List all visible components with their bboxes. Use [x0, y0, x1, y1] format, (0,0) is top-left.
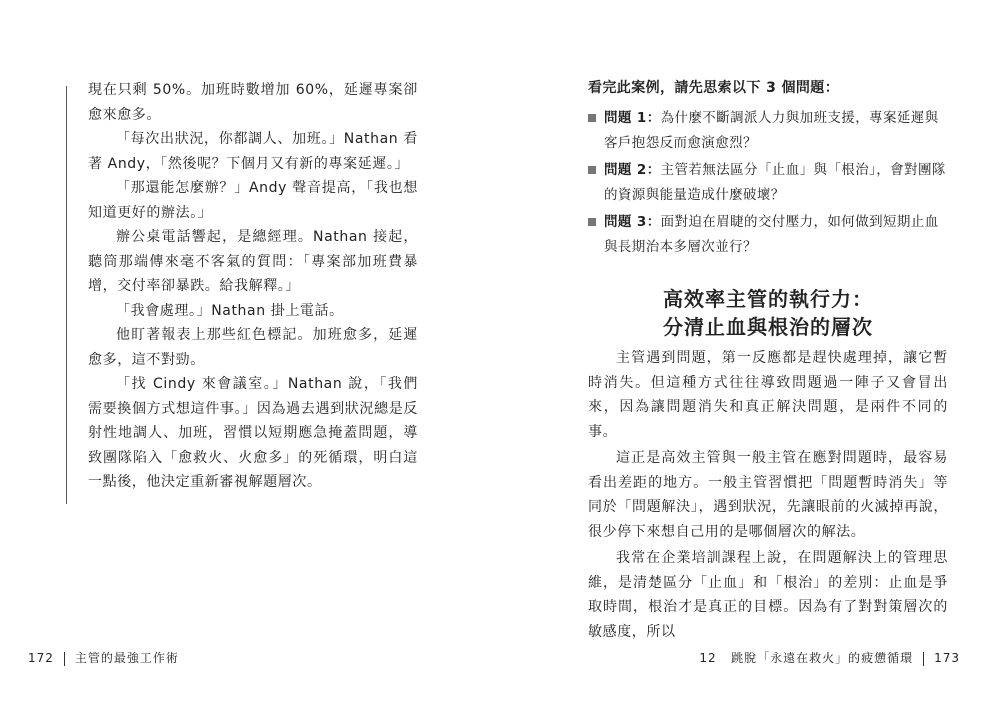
question-label: 問題 2： [604, 162, 661, 178]
chapter-number: 12 [699, 651, 717, 665]
page-number: 173 [934, 651, 960, 665]
right-footer [699, 649, 960, 666]
questions-heading: 看完此案例，請先思索以下 3 個問題： [588, 80, 840, 96]
section-title-line: 高效率主管的執行力： [663, 287, 873, 311]
paragraph: 「我會處理。」Nathan 掛上電話。 [116, 302, 344, 319]
question-item [588, 106, 948, 156]
margin-rule [66, 86, 67, 504]
right-body-text [588, 346, 948, 646]
paragraph: 辦公桌電話響起，是總經理。Nathan 接起，聽筒那端傳來毫不客氣的質問：「專案部加班費暴增，交付率卻暴跌。給我解釋。」 [88, 229, 418, 294]
question-text: 為什麼不斷調派人力與加班支援，專案延遲與客戶抱怨反而愈演愈烈？ [604, 110, 939, 151]
chapter-title: 跳脫「永遠在救火」的疲憊循環 [731, 651, 914, 665]
square-bullet-icon [588, 218, 596, 226]
paragraph: 「找 Cindy 來會議室。」Nathan 說，「我們需要換個方式想這件事。」因為過去遇到狀況總是反射性地調人、加班，習慣以短期應急掩蓋問題，導致團隊陷入「愈救火、火愈多」的死循環，明白這一點後，他決定重新審視解題層次。 [88, 376, 418, 490]
paragraph: 現在只剩 50%。加班時數增加 60%，延遲專案卻愈來愈多。 [88, 82, 418, 123]
question-text: 主管若無法區分「止血」與「根治」，會對團隊的資源與能量造成什麼破壞？ [604, 162, 946, 203]
question-item [588, 158, 948, 208]
left-footer [28, 649, 179, 666]
footer-separator [923, 652, 924, 666]
paragraph: 「每次出狀況，你都調人、加班。」Nathan 看著 Andy，「然後呢？下個月又有新的專案延遲。」 [88, 131, 418, 172]
section-title [588, 285, 948, 341]
page-number: 172 [28, 651, 54, 665]
question-text: 面對迫在眉睫的交付壓力，如何做到短期止血與長期治本多層次並行？ [604, 214, 939, 255]
square-bullet-icon [588, 114, 596, 122]
question-label: 問題 3： [604, 214, 661, 230]
footer-separator [64, 652, 65, 666]
question-label: 問題 1： [604, 110, 661, 126]
paragraph: 我常在企業培訓課程上說，在問題解決上的管理思維，是清楚區分「止血」和「根治」的差別：止血是爭取時間，根治才是真正的目標。因為有了對對策層次的敏感度，所以 [588, 550, 948, 640]
questions-block [588, 76, 948, 262]
section-title-line: 分清止血與根治的層次 [663, 315, 873, 339]
paragraph: 這正是高效主管與一般主管在應對問題時，最容易看出差距的地方。一般主管習慣把「問題暫時消失」等同於「問題解決」，遇到狀況，先讓眼前的火滅掉再說，很少停下來想自己用的是哪個層次的解法。 [588, 450, 948, 540]
left-body-text [88, 78, 418, 495]
question-item [588, 210, 948, 260]
paragraph: 他盯著報表上那些紅色標記。加班愈多，延遲愈多，這不對勁。 [88, 327, 418, 368]
paragraph: 主管遇到問題，第一反應都是趕快處理掉，讓它暫時消失。但這種方式往往導致問題過一陣子又會冒出來，因為讓問題消失和真正解決問題，是兩件不同的事。 [588, 350, 948, 440]
paragraph: 「那還能怎麼辦？」Andy 聲音提高，「我也想知道更好的辦法。」 [88, 180, 418, 221]
square-bullet-icon [588, 166, 596, 174]
book-title: 主管的最強工作術 [74, 651, 179, 665]
